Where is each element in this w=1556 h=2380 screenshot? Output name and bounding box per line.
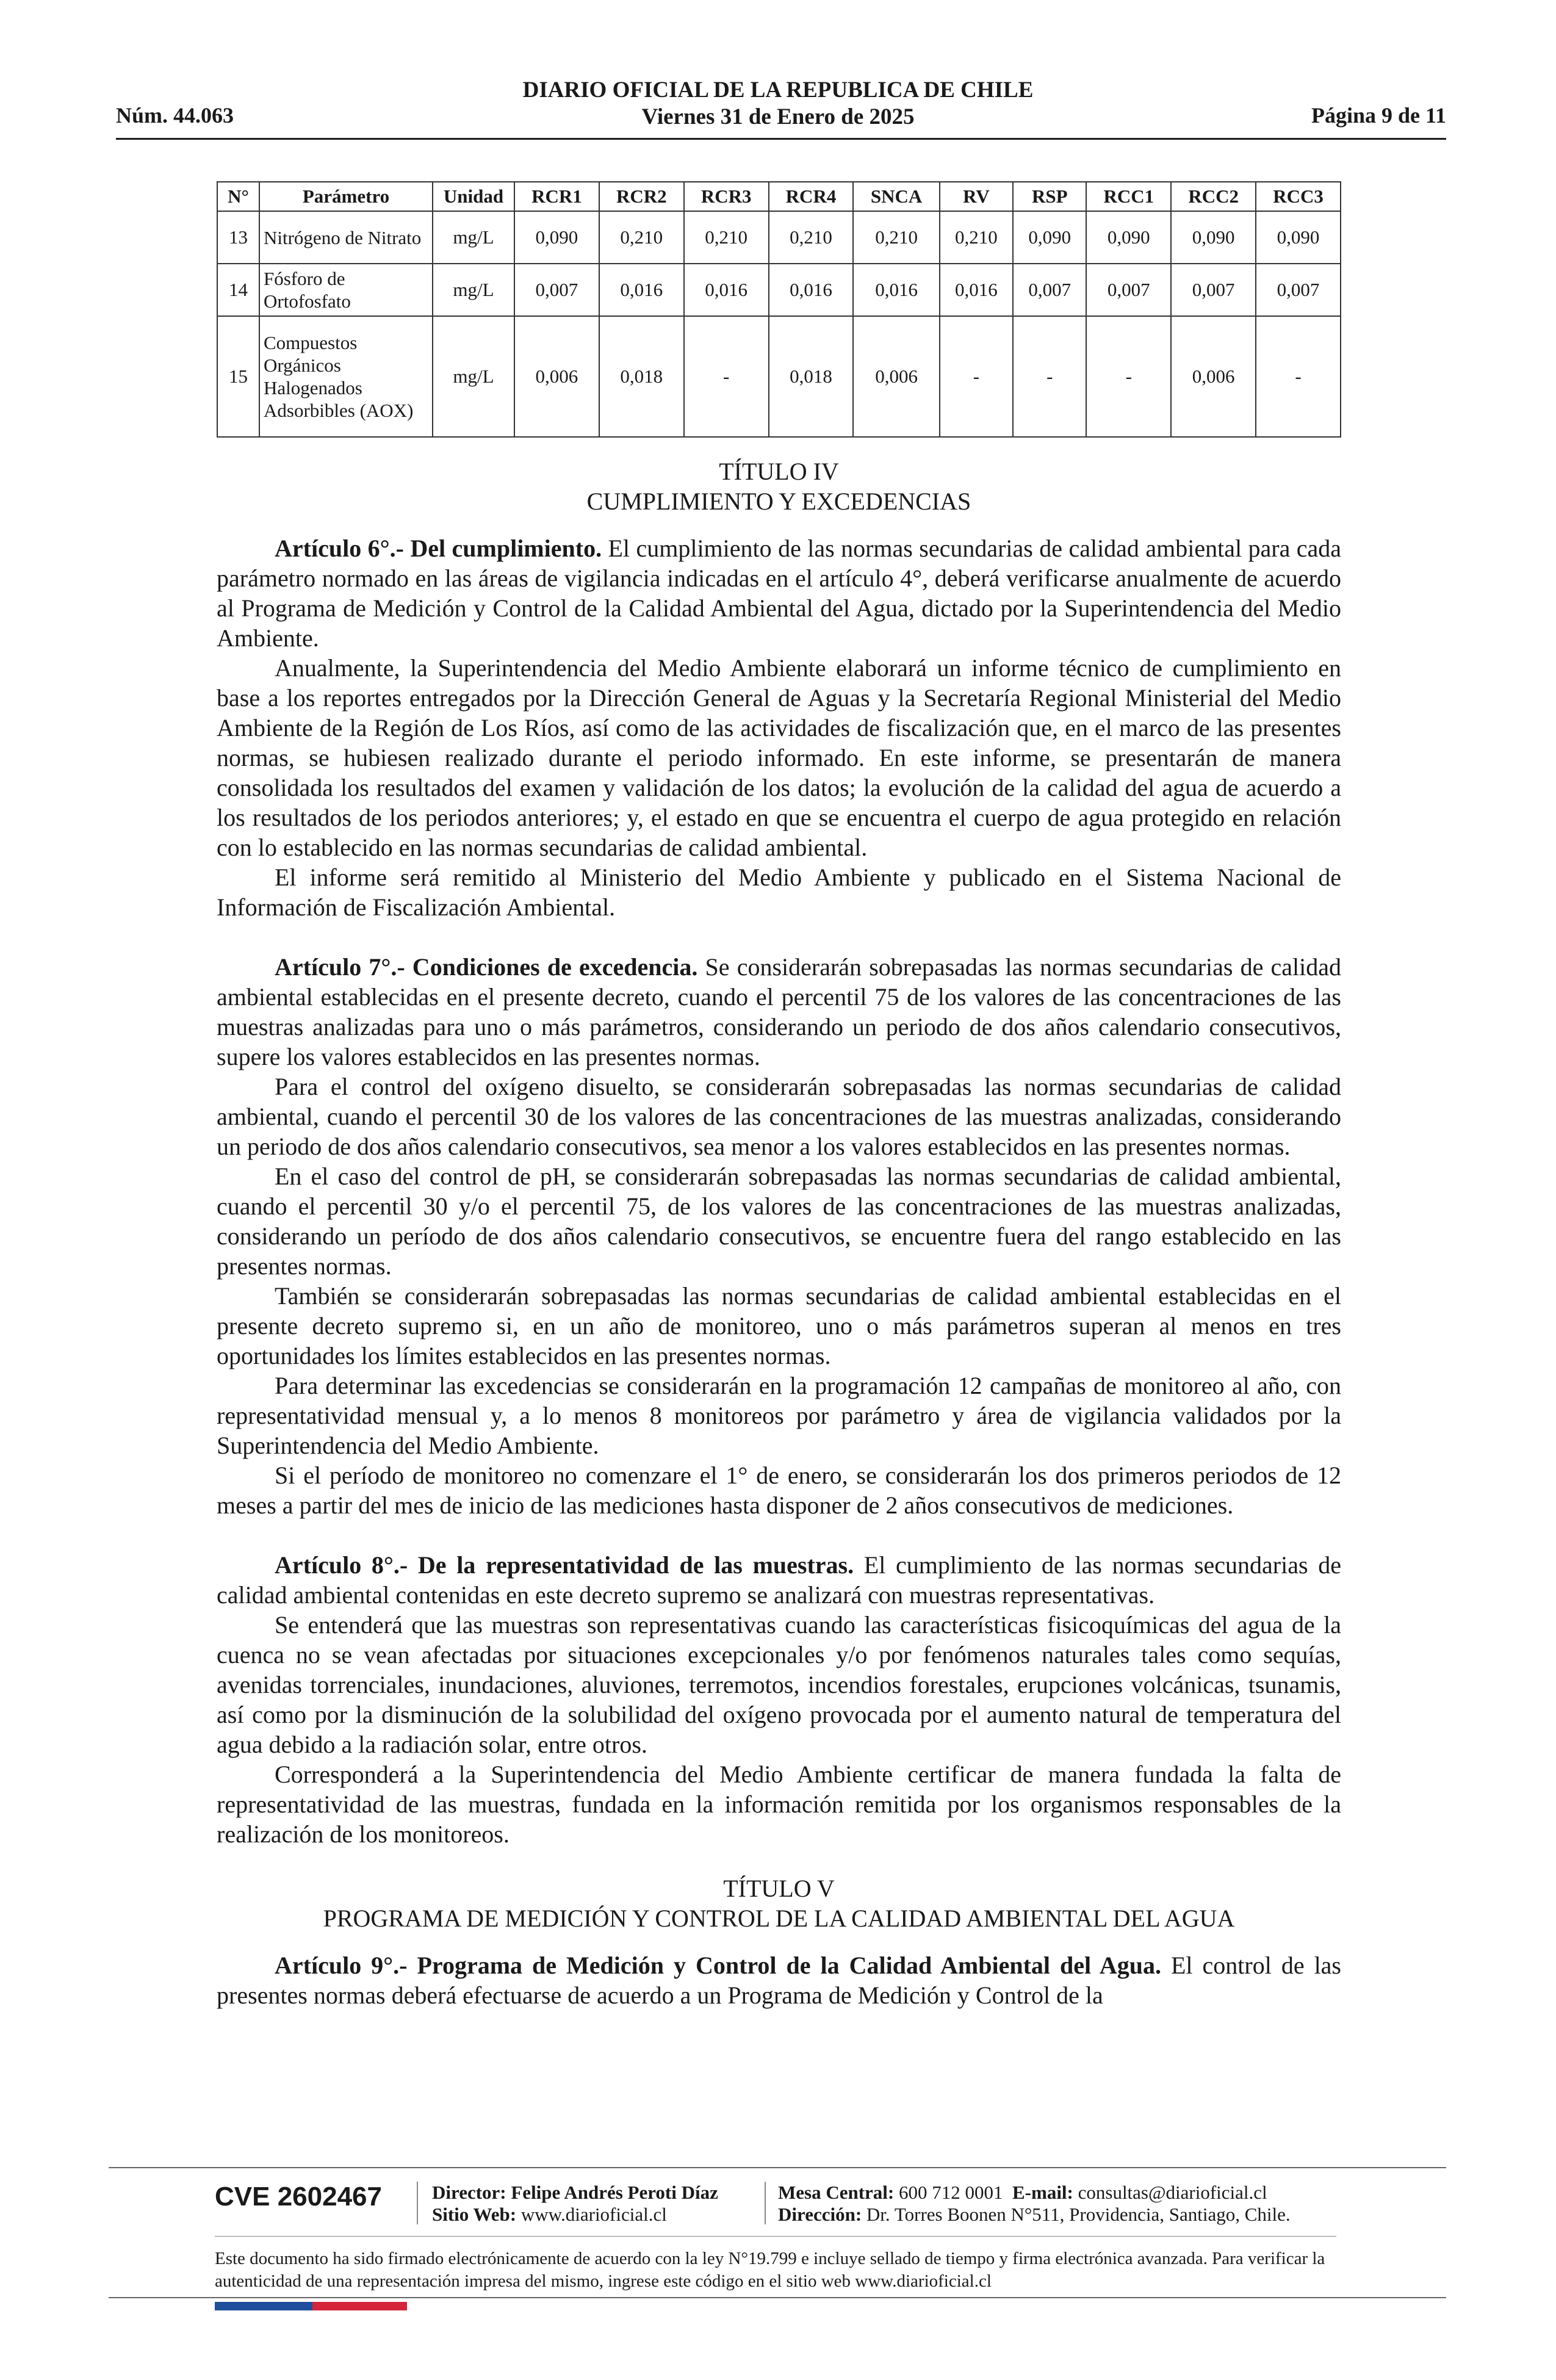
footer-divider (109, 2167, 1446, 2168)
section-title-iv (217, 456, 1341, 516)
article-7-paragraph: Para determinar las excedencias se considerarán en la programación 12 campañas de monitoreo al año, con representatividad mensual y, a lo menos 8 monitoreos por parámetro y área de vigilancia validados por la Superintendencia del Medio Ambiente. (217, 1372, 1341, 1459)
title-name: PROGRAMA DE MEDICIÓN Y CONTROL DE LA CALIDAD AMBIENTAL DEL AGUA (323, 1905, 1235, 1932)
article-7-paragraph: Si el período de monitoreo no comenzare el 1° de enero, se considerarán los dos primeros periodos de 12 meses a partir del mes de inicio de las mediciones hasta disponer de 2 años consecutivos de mediciones. (217, 1462, 1341, 1519)
value-cell: 0,007 (514, 264, 599, 316)
address-value: Dr. Torres Boonen N°511, Providencia, Santiago, Chile. (866, 2204, 1291, 2225)
column-header: RCR2 (599, 182, 684, 211)
phone-value: 600 712 0001 (899, 2182, 1003, 2203)
value-cell: 0,016 (769, 264, 854, 316)
parameter-name: Compuestos Orgánicos Halogenados Adsorbibles (AOX) (259, 316, 433, 437)
article-9-heading: Artículo 9°.- Programa de Medición y Control de la Calidad Ambiental del Agua. (275, 1952, 1162, 1979)
header-divider (116, 138, 1446, 140)
footer-separator (417, 2182, 418, 2224)
value-cell: 0,090 (1256, 211, 1341, 264)
column-header: RCC2 (1171, 182, 1256, 211)
parameter-name: Fósforo de Ortofosfato (259, 264, 433, 316)
article-7-paragraph: En el caso del control de pH, se considerarán sobrepasadas las normas secundarias de calidad ambiental, cuando el percentil 30 y/o el percentil 75, de los valores de las concentraciones de las muestras analizadas, considerando un período de dos años calendario consecutivos, se encuentre fuera del rango establecido en las presentes normas. (217, 1163, 1341, 1280)
flag-stripe-blue (215, 2302, 312, 2310)
unit-cell: mg/L (433, 211, 514, 264)
director-label: Director: (432, 2182, 506, 2203)
column-header: RCR4 (769, 182, 854, 211)
article-8-heading: Artículo 8°.- De la representatividad de las muestras. (275, 1551, 854, 1579)
value-cell: - (940, 316, 1013, 437)
value-cell: 0,090 (1013, 211, 1086, 264)
article-text: El control de las presentes normas deberá efectuarse de acuerdo a un Programa de Medición y Control de la (217, 1952, 1341, 2009)
web-link[interactable]: www.diarioficial.cl (520, 2204, 667, 2225)
article-6-paragraph: El informe será remitido al Ministerio del Medio Ambiente y publicado en el Sistema Nacional de Información de Fiscalización Ambiental. (217, 864, 1341, 921)
article-8-paragraph: Se entenderá que las muestras son representativas cuando las características fisicoquímicas del agua de la cuenca no se vean afectadas por situaciones excepcionales y/o por fenómenos naturales tales como sequías, avenidas torrenciales, inundaciones, aluviones, terremotos, incendios forestales, erupciones volcánicas, tsunamis, así como por la disminución de la solubilidad del oxígeno provocada por el aumento natural de temperatura del agua debido a la radiación solar, entre otros. (217, 1611, 1341, 1758)
title-number: TÍTULO IV (719, 458, 839, 485)
article-7-paragraph: Para el control del oxígeno disuelto, se considerarán sobrepasadas las normas secundarias de calidad ambiental, cuando el percentil 30 de los valores de las concentraciones de las muestras analizadas, considerando un periodo de dos años calendario consecutivos, sea menor a los valores establecidos en las presentes normas. (217, 1073, 1341, 1160)
footer-divider (109, 2297, 1446, 2298)
address-label: Dirección: (778, 2204, 862, 2225)
value-cell: 0,016 (684, 264, 769, 316)
value-cell: 0,007 (1013, 264, 1086, 316)
value-cell: 0,018 (599, 316, 684, 437)
article-6-paragraph: Anualmente, la Superintendencia del Medio Ambiente elaborará un informe técnico de cumplimiento en base a los reportes entregados por la Dirección General de Aguas y la Secretaría Regional Ministerial del Medio Ambiente de la Región de Los Ríos, así como de las actividades de fiscalización que, en el marco de las presentes normas, se hubiesen realizado durante el periodo informado. En este informe, se presentarán de manera consolidada los resultados del examen y validación de los datos; la evolución de la calidad del agua de acuerdo a los resultados de los periodos anteriores; y, el estado en que se encuentra el cuerpo de agua protegido en relación con lo establecido en las normas secundarias de calidad ambiental. (217, 654, 1341, 861)
title-name: CUMPLIMIENTO Y EXCEDENCIAS (586, 488, 971, 515)
page-number: Página 9 de 11 (1311, 103, 1446, 128)
web-label: Sitio Web: (432, 2204, 517, 2225)
signature-note: Este documento ha sido firmado electrónicamente de acuerdo con la ley N°19.799 e incluye sellado de tiempo y firma electrónica avanzada. Para verificar la autenticidad de una representación impresa del mismo, ingrese este código en el sitio web www.diarioficial.cl (215, 2249, 1325, 2291)
column-header: SNCA (853, 182, 939, 211)
value-cell: - (1086, 316, 1171, 437)
column-header: RCR1 (514, 182, 599, 211)
value-cell: 0,090 (1086, 211, 1171, 264)
column-header: RCC1 (1086, 182, 1171, 211)
article-9-paragraph (217, 1950, 1341, 2010)
value-cell: - (684, 316, 769, 437)
column-header: RV (940, 182, 1013, 211)
value-cell: 0,007 (1256, 264, 1341, 316)
unit-cell: mg/L (433, 316, 514, 437)
value-cell: 0,016 (940, 264, 1013, 316)
value-cell: 0,210 (769, 211, 854, 264)
value-cell: 0,090 (514, 211, 599, 264)
row-number: 13 (217, 211, 259, 264)
value-cell: - (1013, 316, 1086, 437)
footer-director-block (432, 2182, 718, 2226)
value-cell: 0,016 (853, 264, 939, 316)
value-cell: 0,018 (769, 316, 854, 437)
footer-divider (215, 2236, 1336, 2237)
value-cell: 0,007 (1171, 264, 1256, 316)
value-cell: 0,210 (940, 211, 1013, 264)
email-label: E-mail: (1012, 2182, 1073, 2203)
row-number: 14 (217, 264, 259, 316)
footer-contact-block (778, 2182, 1291, 2226)
column-header: N° (217, 182, 259, 211)
table-row (217, 316, 1341, 437)
table-row (217, 211, 1341, 264)
column-header: RCR3 (684, 182, 769, 211)
issue-number: Núm. 44.063 (116, 103, 234, 128)
newspaper-name: DIARIO OFICIAL DE LA REPUBLICA DE CHILE (522, 78, 1034, 103)
title-number: TÍTULO V (723, 1875, 835, 1902)
unit-cell: mg/L (433, 264, 514, 316)
value-cell: 0,006 (853, 316, 939, 437)
table-header-row (217, 182, 1341, 211)
article-7-paragraph: También se considerarán sobrepasadas las normas secundarias de calidad ambiental establecidas en el presente decreto supremo si, en un año de monitoreo, uno o más parámetros superan al menos en tres oportunidades los límites establecidos en las presentes normas. (217, 1282, 1341, 1369)
article-6-paragraph (217, 533, 1341, 653)
table-row (217, 264, 1341, 316)
value-cell: 0,210 (599, 211, 684, 264)
article-8-paragraph (217, 1550, 1341, 1610)
value-cell: 0,007 (1086, 264, 1171, 316)
value-cell: - (1256, 316, 1341, 437)
parameter-name: Nitrógeno de Nitrato (259, 211, 433, 264)
value-cell: 0,210 (684, 211, 769, 264)
value-cell: 0,210 (853, 211, 939, 264)
column-header: Parámetro (259, 182, 433, 211)
article-text: Se considerarán sobrepasadas las normas secundarias de calidad ambiental establecidas en el presente decreto, cuando el percentil 75 de los valores de las concentraciones de las muestras analizadas para uno o más parámetros, considerando un periodo de dos años calendario consecutivos, supere los valores establecidos en las presentes normas. (217, 953, 1341, 1070)
article-8-paragraph: Corresponderá a la Superintendencia del Medio Ambiente certificar de manera fundada la falta de representatividad de las muestras, fundada en la información remitida por los organismos responsables de la realización de los monitoreos. (217, 1761, 1341, 1848)
director-name: Felipe Andrés Peroti Díaz (511, 2182, 718, 2203)
flag-stripe-red (312, 2302, 407, 2310)
row-number: 15 (217, 316, 259, 437)
value-cell: 0,016 (599, 264, 684, 316)
document-body (217, 456, 1341, 2010)
column-header: RCC3 (1256, 182, 1341, 211)
column-header: Unidad (433, 182, 514, 211)
column-header: RSP (1013, 182, 1086, 211)
section-title-v (217, 1873, 1341, 1933)
phone-label: Mesa Central: (778, 2182, 895, 2203)
article-text: El cumplimiento de las normas secundarias de calidad ambiental contenidas en este decreto supremo se analizará con muestras representativas. (217, 1551, 1341, 1609)
article-7-paragraph (217, 952, 1341, 1072)
value-cell: 0,006 (514, 316, 599, 437)
footer-separator (765, 2182, 766, 2224)
email-link[interactable]: consultas@diarioficial.cl (1078, 2182, 1267, 2203)
cve-code: CVE 2602467 (215, 2182, 382, 2212)
value-cell: 0,090 (1171, 211, 1256, 264)
article-6-heading: Artículo 6°.- Del cumplimiento. (275, 535, 602, 562)
article-text: El cumplimiento de las normas secundarias de calidad ambiental para cada parámetro normado en las áreas de vigilancia indicadas en el artículo 4°, deberá verificarse anualmente de acuerdo al Programa de Medición y Control de la Calidad Ambiental del Agua, dictado por la Superintendencia del Medio Ambiente. (217, 535, 1341, 652)
value-cell: 0,006 (1171, 316, 1256, 437)
issue-date: Viernes 31 de Enero de 2025 (641, 104, 915, 129)
article-7-heading: Artículo 7°.- Condiciones de excedencia. (275, 953, 698, 981)
parameters-table (217, 181, 1341, 438)
